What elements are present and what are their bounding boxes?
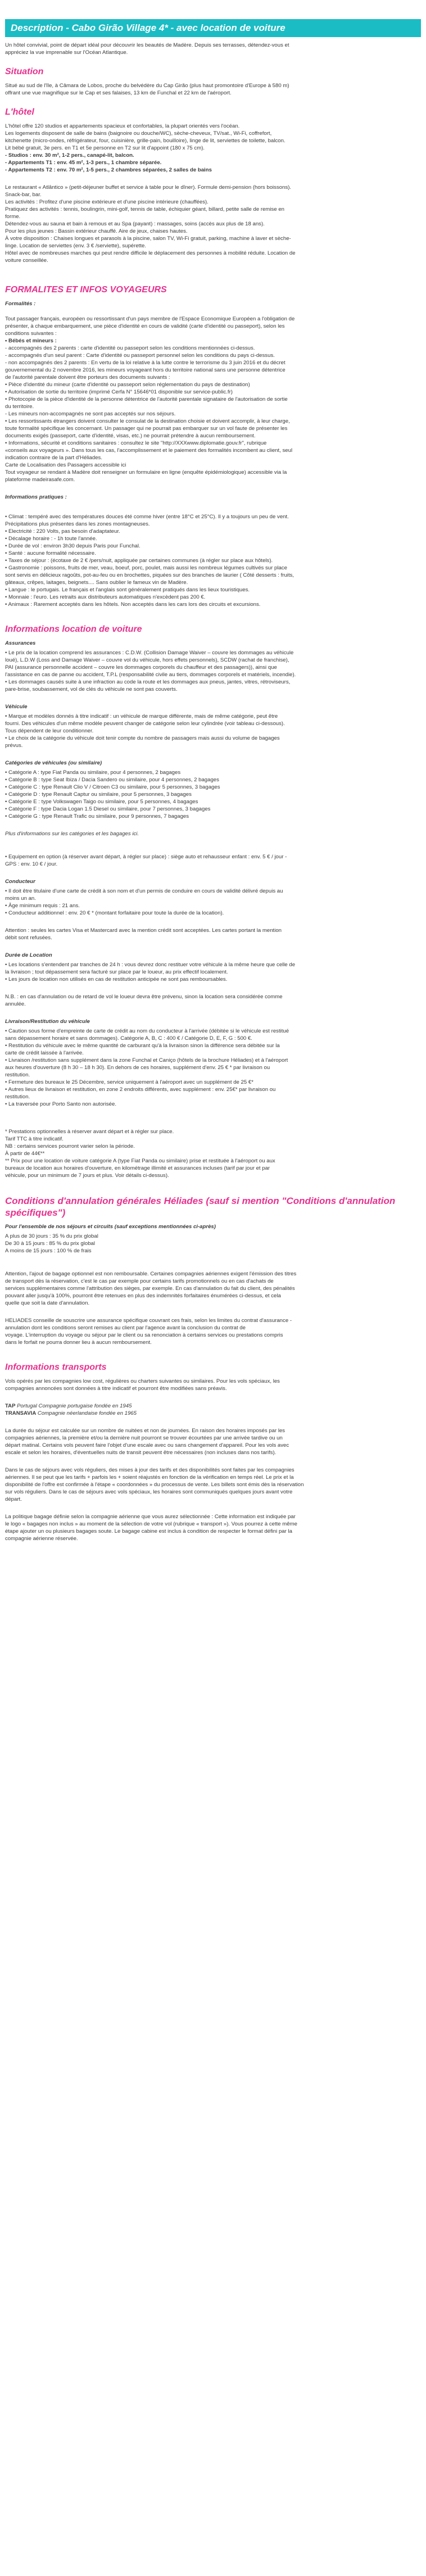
annulation-line: services supplémentaires comme l'attribution des sièges, par exemple. En cas d'annulation du fait du client, des pénalités xyxy=(5,1285,295,1292)
formalites-line: • Informations, sécurité et conditions sanitaires : consultez le site "http://XXXwww.diplomatie.gouv.fr", rubrique xyxy=(5,440,267,446)
formalites-line: • Les ressortissants étrangers doivent consulter le consulat de la destination choisie et doivent accomplir, à leur charge, xyxy=(5,418,290,424)
infos-line: • Décalage horaire : - 1h toute l'année. xyxy=(5,536,97,542)
company-text: Portugal Compagnie portugaise fondée en 1945 xyxy=(15,1403,132,1409)
company-text: Compagnie néerlandaise fondée en 1965 xyxy=(36,1410,137,1416)
formalites-line: - accompagnés d'un seul parent : Carte d'identité ou passeport personnel selon les conditions du pays ci-dessus. xyxy=(5,352,275,359)
transports-heading: Informations transports xyxy=(5,1362,107,1372)
annulation-line: annulation dont les conditions seront remises au client par l'agence avant la conclusion du contrat de xyxy=(5,1325,246,1331)
categories-list xyxy=(5,769,421,820)
attention-line: débit sont refusées. xyxy=(5,935,52,941)
categories-more-link[interactable]: Plus d'informations sur les catégories et les bagages ici. xyxy=(5,831,139,837)
situation-heading: Situation xyxy=(5,67,44,76)
infos-line: gâteaux, crêpes, laitages, beignets.... Sans oublier le fameux vin de Madère. xyxy=(5,580,188,586)
company-item xyxy=(5,1410,421,1417)
formalites-line: - non accompagnés des 2 parents : En vertu de la loi relative à la lutte contre le terrorisme du 3 juin 2016 et du décret xyxy=(5,360,285,366)
duree-line: • Les locations s'entendent par tranches de 24 h : vous devrez donc restituer votre véhicule à la même heure que celle de xyxy=(5,962,296,968)
hotel-line: Les logements disposent de salle de bains (baignoire ou douche/WC), sèche-cheveux, TV/sat., Wi-Fi, coffrefort, xyxy=(5,130,272,137)
annulation-item: De 30 à 15 jours : 85 % du prix global xyxy=(5,1241,95,1247)
assurances-line: • Le prix de la location comprend les assurances : C.D.W. (Collision Damage Waiver – couvre les dommages au véhicule xyxy=(5,650,294,656)
formalites-line: présenter, à chaque embarquement, une pièce d'identité en cours de validité (carte d'identité ou passeport), selon les xyxy=(5,323,285,329)
conducteur-line: • Il doit être titulaire d'une carte de crédit à son nom et d'un permis de conduire en cours de validité délivré depuis au xyxy=(5,888,283,894)
infos-line: • Monnaie : l'euro. Les retraits aux distributeurs automatiques n'excèdent pas 200 €. xyxy=(5,594,206,600)
formalites-line: - accompagnés des 2 parents : carte d'identité ou passeport selon les conditions mentionnées ci-dessus. xyxy=(5,345,255,351)
formalites-line: gouvernemental du 2 novembre 2016, les mineurs voyageant hors du territoire national sans une personne détentrice xyxy=(5,367,285,373)
conducteur-title: Conducteur xyxy=(5,879,35,885)
formalites-line: • Photocopie de la pièce d'identité de la personne détentrice de l'autorité parentale signataire de l'autorisation de sortie xyxy=(5,396,288,402)
hotel-line: linge. Location de serviettes (env. 3 € /serviette), supérette. xyxy=(5,243,146,249)
categories-title: Catégories de véhicules (ou similaire) xyxy=(5,760,102,766)
company-item xyxy=(5,1402,421,1410)
category-item: • Catégorie D : type Renault Captur ou similaire, pour 5 personnes, 3 bagages xyxy=(5,791,192,798)
formalites-line: plateforme madeirasafe.com. xyxy=(5,477,75,483)
intro-line: Un hôtel convivial, point de départ idéal pour découvrir les beautés de Madère. Depuis ses terrasses, détendez-vous et xyxy=(5,42,289,48)
assurances-line: l'assistance en cas de panne ou accident, T.P.L (responsabilité civile au tiers, dommages corporels et matériels, incendie). xyxy=(5,672,296,678)
hotel-line: - Appartements T1 : env. 45 m², 1-3 pers., 1 chambre séparée. xyxy=(5,160,162,166)
livraison-line: • Caution sous forme d'empreinte de carte de crédit au nom du conducteur à l'arrivée (débitée si le véhicule est restitué xyxy=(5,1028,289,1034)
conducteur-line: • Conducteur additionnel : env. 20 € * (montant forfaitaire pour toute la durée de la location). xyxy=(5,910,224,916)
formalites-heading: FORMALITES ET INFOS VOYAGEURS xyxy=(5,285,167,295)
intro-line: appréciez la vue imprenable sur l'Océan Atlantique. xyxy=(5,49,128,56)
annulation-text-2 xyxy=(5,1317,421,1346)
livraison-line: • Livraison /restitution sans supplément dans la zone Funchal et Caniço (hôtels de la brochure Héliades) et à l'aéroport xyxy=(5,1057,288,1063)
assurances-text xyxy=(5,649,421,693)
equipement-line: GPS : env. 10 € / jour. xyxy=(5,861,58,867)
note-line: Tarif TTC à titre indicatif. xyxy=(5,1136,64,1142)
assurances-title: Assurances xyxy=(5,640,36,646)
nb-line: N.B. : en cas d'annulation ou de retard de vol le loueur devra être prévenu, sinon la location sera considérée comme xyxy=(5,994,283,1000)
company-code: TRANSAVIA xyxy=(5,1410,37,1416)
company-code: TAP xyxy=(5,1403,16,1409)
situation-line: offrant une vue magnifique sur le Cap et ses falaises, 13 km de Funchal et 22 km de l'aéroport. xyxy=(5,90,232,96)
annulation-line: quelle que soit la date d'annulation. xyxy=(5,1300,90,1306)
note-line: ** Prix pour une location de voiture catégorie A (type Fiat Panda ou similaire) prise et restituée à l'aéroport ou aux xyxy=(5,1158,275,1164)
transports-text-3 xyxy=(5,1466,421,1503)
infos-line: sont servis en délicieux ragoûts, pot-au-feu ou en brochettes, piquées sur des branches de laurier ( Côté desserts : fruits, xyxy=(5,572,294,578)
infos-line: • Animaux : Rarement acceptés dans les hôtels. Non acceptés dans les cars lors des circuits et excursions. xyxy=(5,601,261,608)
hotel-line: Le restaurant « Atlântico » (petit-déjeuner buffet et service à table pour le dîner). Formule demi-pension (hors boissons). xyxy=(5,184,292,191)
transports-line: étape ajouter un ou plusieurs bagages soute. Le bagage cabine est inclus à condition de respecter le format défini par la xyxy=(5,1528,292,1534)
annulation-heading: Conditions d'annulation générales Héliades (sauf si mention "Conditions d'annulation spécifiques") xyxy=(5,1196,396,1218)
annulation-line: dans le forfait ne pourra donner lieu à aucun remboursement. xyxy=(5,1339,152,1346)
vehicule-line: fourni. Des véhicules d'un même modèle peuvent changer de catégorie selon leur cylindrée (voir tableau ci-dessous). xyxy=(5,721,285,727)
formalites-line: conditions suivantes : xyxy=(5,331,57,337)
transports-line: compagnies aériennes, la première et/ou la dernière nuit pourront se trouver écourtées par une arrivée tardive ou un xyxy=(5,1435,283,1441)
annulation-line: pouvant aller jusqu'à 100%, pourront être retenues en plus des indemnités forfaitaires énumérées ci-dessus, et cela xyxy=(5,1293,281,1299)
formalites-text xyxy=(5,315,421,483)
formalites-line: • Autorisation de sortie du territoire (imprimé Cerfa N° 15646*01 disponible sur service-public.fr) xyxy=(5,389,233,395)
attention-line: Attention : seules les cartes Visa et Mastercard avec la mention crédit sont acceptées. Les cartes portant la mention xyxy=(5,927,282,934)
assurances-line: pare-brise, soubassement, vol de clés du véhicule ne sont pas couverts. xyxy=(5,686,178,692)
duree-text xyxy=(5,961,421,983)
infos-line: • Gastronomie : poissons, fruits de mer, veau, boeuf, porc, poulet, mais aussi les nombreux légumes cultivés sur place xyxy=(5,565,287,571)
hotel-line: Les activités : Profitez d'une piscine extérieure et d'une piscine intérieure (chauffées). xyxy=(5,199,209,205)
transports-line: disponibilité de l'offre est confirmée à l'étape « coordonnées » du processus de vente. Les billets sont émis dès la réservation xyxy=(5,1482,304,1488)
transports-line: compagnie aérienne réservée. xyxy=(5,1536,78,1542)
category-item: • Catégorie B : type Seat Ibiza / Dacia Sandero ou similaire, pour 4 personnes, 2 bagages xyxy=(5,777,219,783)
transports-line: le logo « bagages non inclus » au moment de la sélection de votre vol (rubrique « transport »). Vous pourrez à cette même xyxy=(5,1521,297,1527)
transports-line: aériennes. Il se peut que les tarifs + parfois les + soient réajustés en fonction de la vérification en temps réel. Le prix et la xyxy=(5,1474,294,1481)
infos-subtitle: Informations pratiques : xyxy=(5,494,67,500)
annulation-item: A moins de 15 jours : 100 % de frais xyxy=(5,1248,92,1254)
transports-text-1 xyxy=(5,1378,421,1392)
livraison-line: sans dépassement horaire et sans dommages). Catégorie A, B, C : 400 € / Catégorie D, E, F, G : 500 €. xyxy=(5,1035,252,1042)
infos-line: Précipitations plus présentes dans les zones montagneuses. xyxy=(5,521,150,527)
companies-list xyxy=(5,1402,421,1417)
annulation-item: A plus de 30 jours : 35 % du prix global xyxy=(5,1233,98,1239)
transports-line: compagnies annoncées sont données à titre indicatif et pourront être modifiées sans préavis. xyxy=(5,1386,227,1392)
transports-line: escale et selon les horaires, d'éventuelles nuits de transit peuvent être nécessaires (non incluses dans nos tarifs). xyxy=(5,1450,277,1456)
formalites-line: «conseils aux voyageurs ». Dans tous les cas, l'accomplissement et le paiement des formalités incombent au client, seul xyxy=(5,447,293,454)
conducteur-text xyxy=(5,888,421,917)
page xyxy=(5,0,421,1542)
vehicule-line: • Le choix de la catégorie du véhicule doit tenir compte du nombre de passagers mais aussi du volume de bagages xyxy=(5,735,280,741)
equipement-text xyxy=(5,853,421,868)
note-line: * Prestations optionnelles à réserver avant départ et à régler sur place. xyxy=(5,1129,174,1135)
infos-line: • Langue : le portugais. Le français et l'anglais sont généralement pratiqués dans les lieux touristiques. xyxy=(5,587,250,593)
vehicule-title: Véhicule xyxy=(5,704,28,710)
hotel-line: - Studios : env. 30 m², 1-2 pers., canapé-lit, balcon. xyxy=(5,152,134,159)
transports-line: sur vols réguliers. Dans le cas de séjours avec vols spéciaux, les horaires sont communiqués quelques jours avant votre xyxy=(5,1489,293,1495)
formalites-line: Tout voyageur se rendant à Madère doit renseigner un formulaire en ligne (enquête épidémiologique) accessible via la xyxy=(5,469,287,476)
note-line: À partir de 44€** xyxy=(5,1151,45,1157)
hotel-line: Pratiquez des activités : tennis, boulingrin, mini-golf, tennis de table, échiquier géant, billard, petite salle de remise en xyxy=(5,206,285,212)
transports-line: La politique bagage définie selon la compagnie aérienne que vous aurez sélectionnée : Cette information est indiquée par xyxy=(5,1514,296,1520)
livraison-line: • Restitution du véhicule avec le même quantité de carburant qu'à la livraison sinon la différence sera débitée sur la xyxy=(5,1043,280,1049)
formalites-subtitle: Formalités : xyxy=(5,301,36,307)
annulation-line: voyage. L'interruption du voyage ou séjour par le client ou sa renonciation à certains services ou prestations compris xyxy=(5,1332,283,1338)
note-line: véhicule, pour un minimum de 7 jours et plus. Voir détails ci-dessus). xyxy=(5,1172,169,1179)
equipement-line: • Equipement en option (à réserver avant départ, à régler sur place) : siège auto et rehausseur enfant : env. 5 € / jour - xyxy=(5,854,287,860)
livraison-line: • La traversée pour Porto Santo non autorisée. xyxy=(5,1101,117,1107)
livraison-line: • Autres lieux de livraison et restitution, en zone 2 endroits différents, avec supplément : env. 25€* par livraison ou xyxy=(5,1086,276,1093)
duree-title: Durée de Location xyxy=(5,952,52,958)
nb-line: annulée. xyxy=(5,1001,26,1007)
category-item: • Catégorie E : type Volkswagen Taigo ou similaire, pour 5 personnes, 4 bagages xyxy=(5,799,198,805)
hotel-line: - Appartements T2 : env. 70 m², 1-5 pers., 2 chambres séparées, 2 salles de bains xyxy=(5,167,212,173)
formalites-line: de l'autorité parentale doivent être porteurs des documents suivants : xyxy=(5,374,170,381)
transports-line: Dans le cas de séjours avec vols réguliers, des mises à jour des tarifs et des disponibilités sont faites par les compagnies xyxy=(5,1467,294,1473)
hotel-line: Détendez-vous au sauna et bain à remous et au Spa (payant) : massages, soins (accès aux plus de 18 ans). xyxy=(5,221,265,227)
hotel-services xyxy=(5,184,421,264)
transports-line: départ. xyxy=(5,1496,22,1502)
situation-text xyxy=(5,82,421,97)
category-item: • Catégorie A : type Fiat Panda ou similaire, pour 4 personnes, 2 bagages xyxy=(5,769,181,776)
infos-line: • Santé : aucune formalité nécessaire. xyxy=(5,550,96,556)
annulation-subtitle: Pour l'ensemble de nos séjours et circuits (sauf exceptions mentionnées ci-après) xyxy=(5,1224,216,1230)
formalites-link[interactable]: Carte de Localisation des Passagers accessible ici xyxy=(5,462,126,468)
formalites-line: Tout passager français, européen ou ressortissant d'un pays membre de l'Espace Economique Européen a l'obligation de xyxy=(5,316,295,322)
infos-line: • Taxes de séjour : (écotaxe de 2 € /pers/nuit, appliquée par certaines communes (à régler sur place aux hôtels). xyxy=(5,558,273,564)
hotel-line: Lit bébé gratuit, 3e pers. en T1 et 5e personne en T2 sur lit d'appoint (180 x 75 cm). xyxy=(5,145,205,151)
livraison-line: aux heures d'ouverture (8 h 30 – 18 h 30). En dehors de ces horaires, supplément d'env. 25 € * par livraison ou xyxy=(5,1065,270,1071)
transports-line: La durée du séjour est calculée sur un nombre de nuitées et non de journées. En raison des horaires imposés par les xyxy=(5,1428,285,1434)
vehicule-text xyxy=(5,713,421,749)
infos-line: • Electricité : 220 Volts, pas besoin d'adaptateur. xyxy=(5,528,120,535)
intro xyxy=(5,42,421,56)
annulation-line: HELIADES conseille de souscrire une assurance spécifique couvrant ces frais, selon les limites du contrat d'assurance - xyxy=(5,1318,292,1324)
conducteur-line: • Âge minimum requis : 21 ans. xyxy=(5,903,80,909)
hotel-heading: L'hôtel xyxy=(5,107,34,117)
vehicule-line: Tous dépendent de leur conditionner. xyxy=(5,728,94,734)
situation-line: Situé au sud de l'île, à Câmara de Lobos, proche du belvédère du Cap Girão (plus haut promontoire d'Europe à 580 m) xyxy=(5,83,289,89)
annulation-list xyxy=(5,1233,421,1255)
hotel-line: Snack-bar, bar. xyxy=(5,192,42,198)
livraison-line: carte de crédit laissée à l'arrivée. xyxy=(5,1050,84,1056)
note-line: bureaux de location aux horaires d'ouverture, en kilométrage illimité et assurances incluses (tarif par jour et par xyxy=(5,1165,270,1171)
location-notes xyxy=(5,1128,421,1179)
infos-line: • Durée de vol : environ 3h30 depuis Paris pour Funchal. xyxy=(5,543,141,549)
hotel-line: voiture conseillée. xyxy=(5,257,48,264)
category-item: • Catégorie F : type Dacia Logan 1.5 Diesel ou similaire, pour 7 personnes, 3 bagages xyxy=(5,806,211,812)
infos-text xyxy=(5,513,421,608)
assurances-line: • Les dommages causés suite à une infraction au code la route et les dommages aux pneus, jantes, vitres, rétroviseurs, xyxy=(5,679,291,685)
transports-text-2 xyxy=(5,1427,421,1456)
vehicule-line: prévus. xyxy=(5,743,23,749)
duree-line: la livraison ; tout dépassement sera facturé sur place par le loueur, au prix effectif localement. xyxy=(5,969,228,975)
assurances-line: PAI (assurance personnelle accident – couvre les dommages corporels du chauffeur et des passagers)), ainsi que xyxy=(5,664,277,671)
formalites-line: documents exigés (passeport, carte d'identité, visas, etc.) ne pourrait prétendre à aucun remboursement. xyxy=(5,433,256,439)
transports-text-4 xyxy=(5,1513,421,1542)
attention-text xyxy=(5,927,421,941)
hotel-line: L'hôtel offre 120 studios et appartements spacieux et confortables, la plupart orientés vers l'océan. xyxy=(5,123,240,129)
location-heading: Informations location de voiture xyxy=(5,624,142,634)
hotel-line: Pour les plus jeunes : Bassin extérieur chauffé. Aire de jeux, chaises hautes. xyxy=(5,228,188,234)
hotel-line: Hôtel avec de nombreuses marches qui peut rendre difficile le déplacement des personnes à mobilité réduite. Location de xyxy=(5,250,296,256)
nb-text xyxy=(5,993,421,1008)
duree-line: • Les jours de location non utilisés en cas de restitution anticipée ne sont pas remboursables. xyxy=(5,976,228,983)
formalites-line: • Pièce d'identité du mineur (carte d'identité ou passeport selon réglementation du pays de destination) xyxy=(5,382,250,388)
annulation-line: Attention, l'ajout de bagage optionnel est non remboursable. Certaines compagnies aériennes exigent l'émission des titres xyxy=(5,1271,297,1277)
annulation-line: de transport dès la réservation, c'est le cas par exemple pour certains tarifs promotionnels ou en cas d'achats de xyxy=(5,1278,274,1284)
conducteur-line: moins un an. xyxy=(5,895,36,902)
livraison-line: restitution. xyxy=(5,1072,30,1078)
hotel-line: kitchenette (micro-ondes, réfrigérateur, four, cuisinière, grille-pain, bouilloire), linge de lit, serviettes de toilette, balcon. xyxy=(5,138,285,144)
formalites-line: toute formalité spécifique les concernant. Un passager qui ne pourrait pas embarquer sur un vol faute de présenter les xyxy=(5,425,288,432)
assurances-line: loué), L.D.W (Loss and Damage Waiver – couvre vol du véhicule, hors effets personnels), SCDW (rachat de franchise), xyxy=(5,657,289,663)
note-line: NB : certains services pourront varier selon la période. xyxy=(5,1143,135,1149)
transports-line: Vols opérés par les compagnies low cost, régulières ou charters suivantes ou similaires. Pour les vols spéciaux, les xyxy=(5,1378,280,1384)
formalites-line: indication contraire de la part d'Héliades. xyxy=(5,455,103,461)
livraison-line: • Fermeture des bureaux le 25 Décembre, service uniquement à l'aéroport avec un supplément de 25 €* xyxy=(5,1079,253,1085)
hotel-line: À votre disposition : Chaises longues et parasols à la piscine, salon TV, Wi-Fi gratuit, parking, machine à laver et sèche- xyxy=(5,236,291,242)
livraison-text xyxy=(5,1027,421,1108)
infos-line: • Climat : tempéré avec des températures douces été comme hiver (entre 18°C et 25°C). Il y a toujours un peu de vent. xyxy=(5,514,289,520)
transports-line: départ matinal. Certains vols peuvent faire l'objet d'une escale avec ou sans changement d'appareil. Pour les vols avec xyxy=(5,1442,289,1448)
category-item: • Catégorie C : type Renault Clio V / Citroen C3 ou similaire, pour 5 personnes, 3 bagages xyxy=(5,784,220,790)
page-title: Description - Cabo Girão Village 4* - avec location de voiture xyxy=(5,19,421,37)
category-item: • Catégorie G : type Renault Trafic ou similaire, pour 9 personnes, 7 bagages xyxy=(5,813,189,820)
hotel-line: forme. xyxy=(5,214,21,220)
annulation-text-1 xyxy=(5,1270,421,1307)
livraison-line: restitution. xyxy=(5,1094,30,1100)
formalites-line: du territoire. xyxy=(5,404,34,410)
hotel-text xyxy=(5,123,421,174)
formalites-line: - Les mineurs non-accompagnés ne sont pas acceptés sur nos séjours. xyxy=(5,411,176,417)
livraison-title: Livraison/Restitution du véhicule xyxy=(5,1018,90,1025)
vehicule-line: • Marque et modèles donnés à titre indicatif : un véhicule de marque différente, mais de même catégorie, peut être xyxy=(5,713,278,719)
formalites-line: • Bébés et mineurs : xyxy=(5,338,57,344)
